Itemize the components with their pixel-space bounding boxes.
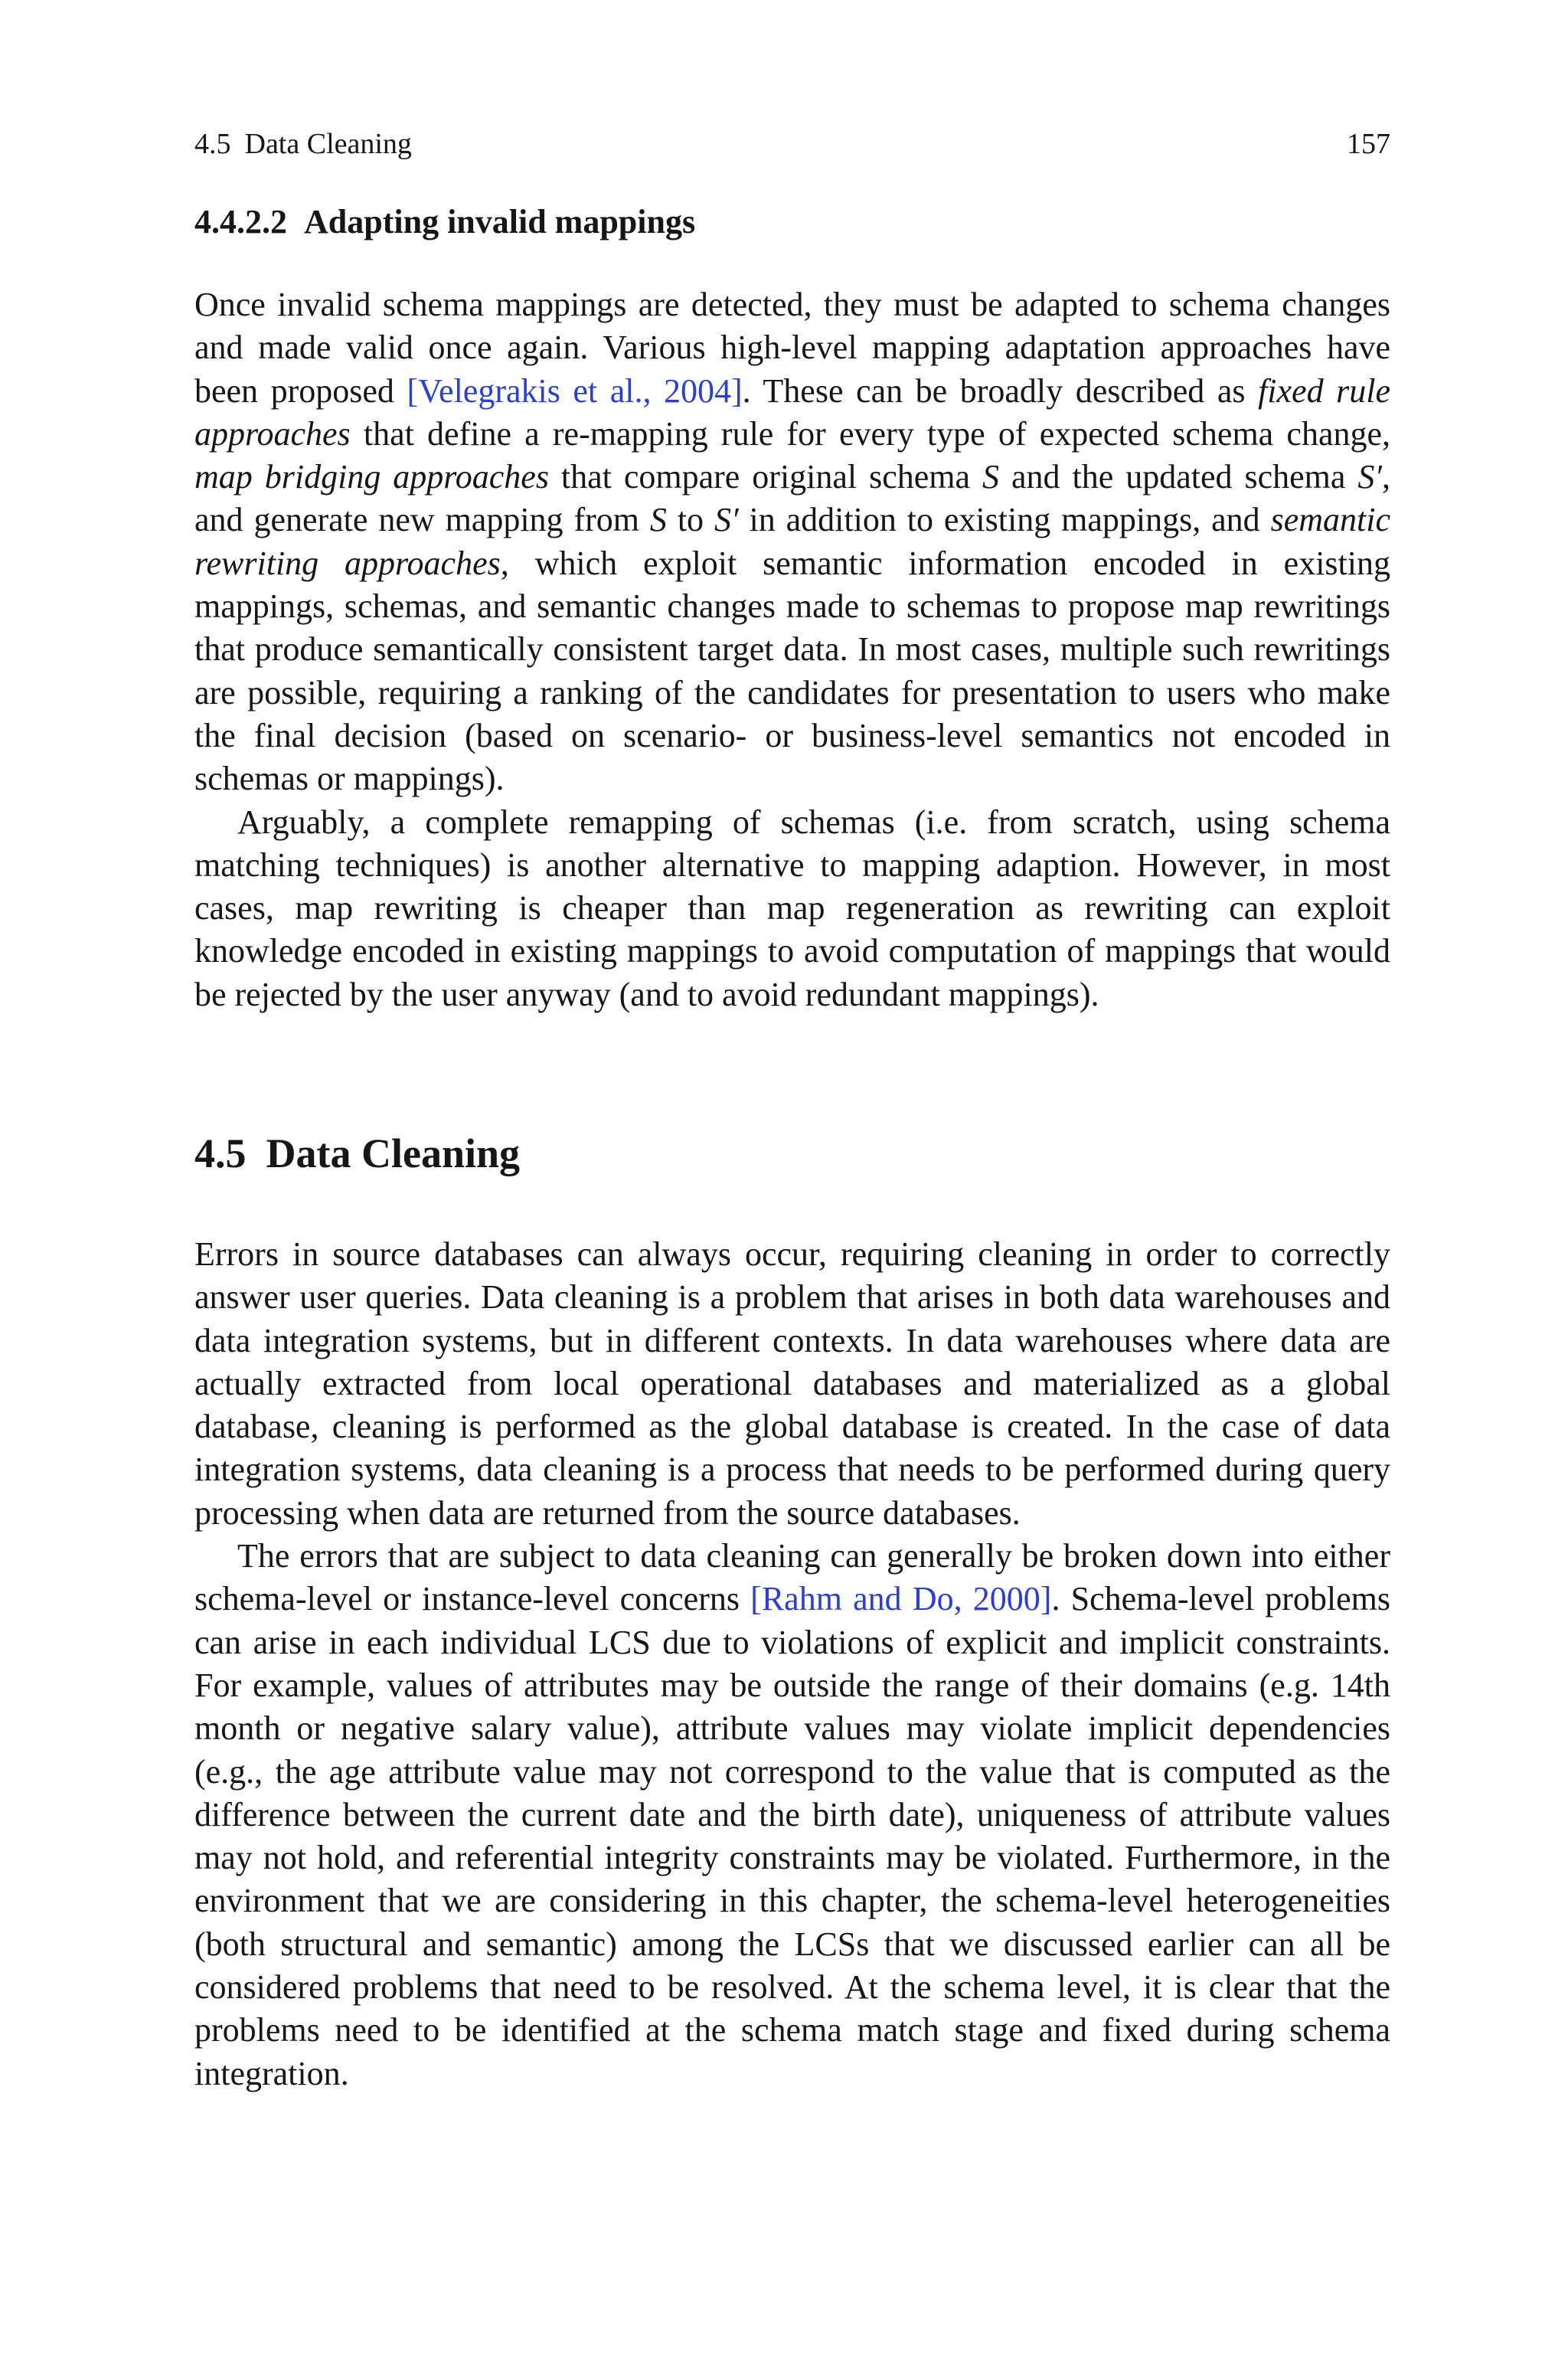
- symbol-schema-s-prime: S′: [1357, 458, 1382, 496]
- paragraph-remapping: Arguably, a complete remapping of schemas (i.e. from scratch, using schema matching techniques) is another alternative to mapping adaption. However, in most cases, map rewriting is cheaper than map regeneration as rewriting can exploit knowledge encoded in existing mappings to avoid computation of mappings that would be rejected by the user anyway (and to avoid redundant mappings).: [194, 803, 1390, 1013]
- term-map-bridging-approaches: map bridging approaches: [194, 458, 549, 496]
- citation-velegrakis-2004[interactable]: [Velegrakis et al., 2004]: [407, 371, 743, 410]
- symbol-schema-s-prime: S′: [714, 501, 739, 539]
- running-head-section: [194, 123, 412, 165]
- symbol-schema-s: S: [649, 501, 667, 539]
- paragraph-mapping-adaptation: Once invalid schema mappings are detected, they must be adapted to schema changes and made valid once again. Various high-level mapping adaptation approaches have been proposed [Velegrakis et al., 2004]. These can be broadly described as fixed rule approaches that define a re-mapping rule for every type of expected schema change, map bridging approaches that compare original schema S and the updated schema S′, and generate new mapping from S to S′ in addition to existing mappings, and semantic rewriting approaches, which exploit semantic information encoded in existing mappings, schemas, and semantic changes made to schemas to propose map rewritings that produce semantically consistent target data. In most cases, multiple such rewritings are possible, requiring a ranking of the candidates for presentation to users who make the final decision (based on scenario- or business-level semantics not encoded in schemas or mappings).: [194, 286, 1391, 798]
- running-head: [194, 123, 1390, 165]
- citation-rahm-do-2000[interactable]: [Rahm and Do, 2000]: [750, 1580, 1052, 1618]
- section-number: 4.5: [194, 1130, 247, 1176]
- subsubsection-heading: [194, 198, 1390, 247]
- term-fixed-rule-approaches: fixed rule approaches: [194, 371, 1391, 453]
- subsubsection-title: Adapting invalid mappings: [304, 203, 696, 240]
- running-head-section-number: 4.5: [194, 128, 231, 160]
- section-body: [194, 1233, 1390, 2095]
- section-heading: [194, 1126, 1390, 1181]
- running-head-section-title: Data Cleaning: [244, 128, 412, 160]
- page-number: 157: [1347, 128, 1390, 160]
- paragraph-data-cleaning-intro: Errors in source databases can always occur, requiring cleaning in order to correctly answer user queries. Data cleaning is a problem that arises in both data warehouses and data integration systems, but in different contexts. In data warehouses where data are actually extracted from local operational databases and materialized as a global database, cleaning is performed as the global database is created. In the case of data integration systems, data cleaning is a process that needs to be performed during query processing when data are returned from the source databases.: [194, 1235, 1390, 1532]
- section-title: Data Cleaning: [266, 1130, 521, 1176]
- subsubsection-body: [194, 283, 1390, 1016]
- subsubsection-number: 4.4.2.2: [194, 203, 287, 240]
- symbol-schema-s: S: [982, 458, 1000, 496]
- paragraph-error-types: The errors that are subject to data cleaning can generally be broken down into either schema-level or instance-level concerns [Rahm and Do, 2000]. Schema-level problems can arise in each individual LCS due to violations of explicit and implicit constraints. For example, values of attributes may be outside the range of their domains (e.g. 14th month or negative salary value), attribute values may violate implicit dependencies (e.g., the age attribute value may not correspond to the value that is computed as the difference between the current date and the birth date), uniqueness of attribute values may not hold, and referential integrity constraints may be violated. Furthermore, in the environment that we are considering in this chapter, the schema-level heterogeneities (both structural and semantic) among the LCSs that we discussed earlier can all be considered problems that need to be resolved. At the schema level, it is clear that the problems need to be identified at the schema match stage and fixed during schema integration.: [194, 1537, 1390, 2092]
- term-semantic-rewriting-approaches: semantic rewriting approaches: [194, 501, 1391, 582]
